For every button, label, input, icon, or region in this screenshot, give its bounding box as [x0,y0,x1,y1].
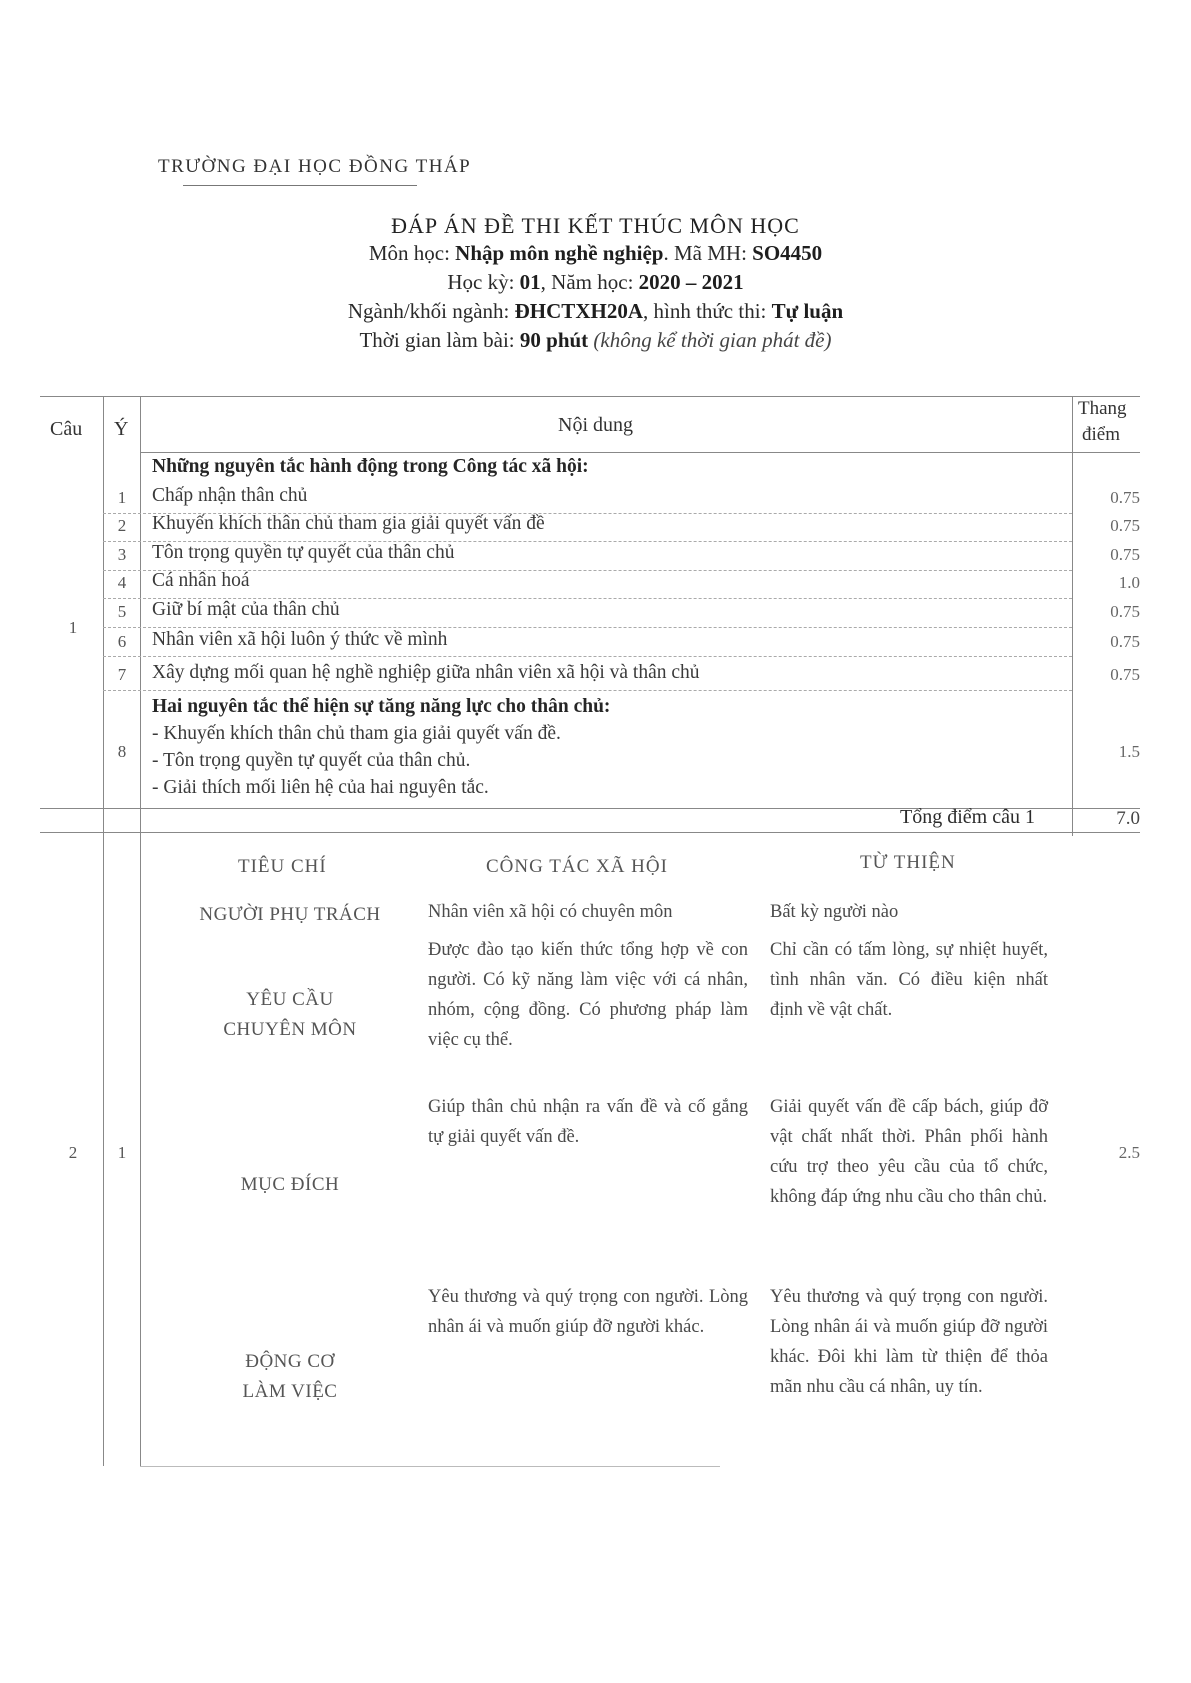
item-text: Chấp nhận thân chủ [152,485,308,506]
q1-heading: Những nguyên tắc hành động trong Công tác xã hội: [152,456,589,477]
item-number: 5 [117,602,127,621]
item-score: 0.75 [1110,545,1140,564]
tuthien-cell: Chỉ cần có tấm lòng, sự nhiệt huyết, tình nhân văn. Có điều kiện nhất định về vật chất. [770,940,1048,1020]
item-number: 3 [117,545,127,564]
col-header-thang: Thang [1078,398,1127,419]
item8-line: - Giải thích mối liên hệ của hai nguyên tắc. [152,777,489,798]
item-score: 1.0 [1118,573,1140,592]
subject-line: Môn học: Nhập môn nghề nghiệp. Mã MH: SO4450 [368,241,823,265]
ctxh-cell: Nhân viên xã hội có chuyên môn [428,902,673,922]
col-divider-y [140,396,141,1466]
q2-number: 2 [68,1143,78,1162]
criterion-yeu-cau-chuyen-mon: YÊU CẦU CHUYÊN MÔN [223,989,357,1040]
item-number: 2 [117,516,127,535]
table-bottom-line [140,1466,720,1467]
form-value: Tự luận [771,299,844,323]
row-separator [103,656,1072,657]
row-separator [103,690,1072,691]
q1-number: 1 [68,618,78,637]
time-value: 90 phút [519,328,589,352]
item-text: Xây dựng mối quan hệ nghề nghiệp giữa nhân viên xã hội và thân chủ [152,662,700,683]
school-underline [183,185,417,186]
col-header-tieu-chi: TIÊU CHÍ [238,856,327,877]
q1-total-label: Tổng điểm câu 1 [900,806,1035,828]
item-text: Tôn trọng quyền tự quyết của thân chủ [152,542,455,563]
year-value: 2020 – 2021 [638,270,744,294]
subject-code: SO4450 [752,241,823,265]
ctxh-cell: Được đào tạo kiến thức tổng hợp về con người. Có kỹ năng làm việc với cá nhân, nhóm, cộng đồng. Có phương pháp làm việc cụ thể. [428,940,748,1050]
ctxh-cell: Yêu thương và quý trọng con người. Lòng nhân ái và muốn giúp đỡ người khác. [428,1287,748,1337]
header-bottom-line [140,452,1140,453]
item-text: Nhân viên xã hội luôn ý thức về mình [152,629,448,650]
subject-name: Nhập môn nghề nghiệp [455,241,664,265]
tuthien-cell: Yêu thương và quý trọng con người. Lòng nhân ái và muốn giúp đỡ người khác. Đôi khi làm từ thiện để thỏa mãn nhu cầu cá nhân, uy tín. [770,1287,1048,1397]
item8-heading: Hai nguyên tắc thể hiện sự tăng năng lực cho thân chủ: [152,696,611,717]
item-text: Giữ bí mật của thân chủ [152,599,340,620]
item8-line: - Tôn trọng quyền tự quyết của thân chủ. [152,750,471,771]
row-separator [103,627,1072,628]
major-line: Ngành/khối ngành: ĐHCTXH20A, hình thức thi: Tự luận [347,299,844,323]
item-number: 7 [117,665,127,684]
major-value: ĐHCTXH20A [514,299,643,323]
item-score: 0.75 [1110,488,1140,507]
table-top-line [40,396,1140,397]
col-header-diem: điểm [1082,424,1120,445]
time-note: (không kể thời gian phát đề) [593,328,832,352]
item-score: 0.75 [1110,665,1140,684]
time-line: Thời gian làm bài: 90 phút (không kể thời gian phát đề) [359,328,832,352]
item-score: 0.75 [1110,602,1140,621]
exam-title: ĐÁP ÁN ĐỀ THI KẾT THÚC MÔN HỌC [391,213,800,238]
col-header-cau: Câu [50,418,83,440]
item-number: 4 [117,573,127,592]
item-text: Cá nhân hoá [152,570,250,591]
criterion-nguoi-phu-trach: NGƯỜI PHỤ TRÁCH [199,904,381,925]
term-value: 01 [519,270,541,294]
item-text: Khuyến khích thân chủ tham gia giải quyết vấn đề [152,513,545,534]
col-header-tu-thien: TỪ THIỆN [860,852,956,873]
q1-bottom-line [40,832,1140,833]
col-header-noi-dung: Nội dung [558,414,633,436]
criterion-dong-co-lam-viec: ĐỘNG CƠ LÀM VIỆC [242,1351,338,1402]
item-number: 8 [117,742,127,761]
q2-item-number: 1 [117,1143,127,1162]
item8-line: - Khuyến khích thân chủ tham gia giải quyết vấn đề. [152,723,561,744]
item-score: 1.5 [1118,742,1140,761]
item-number: 6 [117,632,127,651]
tuthien-cell: Bất kỳ người nào [770,902,899,922]
ctxh-cell: Giúp thân chủ nhận ra vấn đề và cố gắng tự giải quyết vấn đề. [428,1097,748,1147]
col-header-ctxh: CÔNG TÁC XÃ HỘI [486,856,668,877]
item-number: 1 [117,488,127,507]
term-line: Học kỳ: 01, Năm học: 2020 – 2021 [447,270,744,294]
criterion-muc-dich: MỤC ĐÍCH [240,1174,340,1195]
q2-score: 2.5 [1118,1143,1140,1162]
q1-total-score: 7.0 [1116,808,1140,829]
item-score: 0.75 [1110,516,1140,535]
col-divider-cau [103,396,104,1466]
col-header-y: Ý [114,418,129,440]
tuthien-cell: Giải quyết vấn đề cấp bách, giúp đỡ vật chất nhất thời. Phân phối hành cứu trợ theo yêu cầu của tổ chức, không đáp ứng nhu cầu cho thân chủ. [770,1097,1048,1207]
item-score: 0.75 [1110,632,1140,651]
school-name: TRƯỜNG ĐẠI HỌC ĐỒNG THÁP [158,156,472,177]
